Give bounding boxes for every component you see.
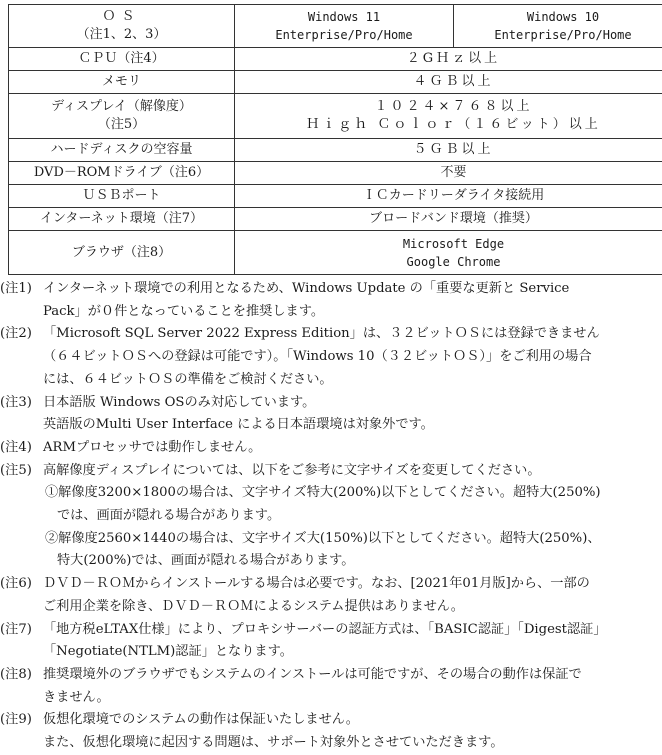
browser-chrome: Google Chrome: [239, 253, 662, 271]
os-windows11-name: Windows 11: [239, 8, 449, 26]
note-text: 英語版のMulti User Interface による日本語環境は対象外です。: [43, 414, 662, 437]
note-text: インターネット環境での利用となるため、Windows Update の「重要な更新と Service: [43, 278, 662, 301]
browser-value-cell: [235, 231, 662, 275]
note-text: 高解像度ディスプレイについては、以下をご参考に文字サイズを変更してください。: [43, 460, 662, 483]
table-row: [9, 208, 662, 231]
memory-value: ４ＧＢ以上: [235, 71, 662, 94]
note-text: ①解像度3200×1800の場合は、文字サイズ特大(200%)以下としてください。超特大(250%): [43, 482, 662, 505]
note-tag: (注8): [0, 664, 32, 687]
table-row: [9, 162, 662, 185]
display-label: ディスプレイ（解像度）: [13, 98, 230, 116]
note-tag: (注9): [0, 709, 32, 732]
note-text: ②解像度2560×1440の場合は、文字サイズ大(150%)以下としてください。超特大(250%)、: [43, 528, 662, 551]
note-tag: (注6): [0, 573, 32, 596]
dvd-value: 不要: [235, 162, 662, 185]
table-row: [9, 185, 662, 208]
table-row: [9, 71, 662, 94]
os-windows10-cell: [454, 5, 662, 48]
internet-label: インターネット環境（注7）: [9, 208, 235, 231]
note-text: 「地方税eLTAX仕様」により、プロキシサーバーの認証方式は、「BASIC認証」「Digest認証」: [43, 619, 662, 642]
cpu-label: ＣＰＵ（注4）: [9, 48, 235, 71]
note-text: 特大(200%)では、画面が隠れる場合があります。: [43, 550, 662, 573]
note-1: [0, 278, 662, 323]
note-tag: (注1): [0, 278, 32, 301]
note-tag: (注5): [0, 460, 32, 483]
note-text: きません。: [43, 687, 662, 710]
note-text: 日本語版 Windows OSのみ対応しています。: [43, 392, 662, 415]
note-6: [0, 573, 662, 618]
note-text: また、仮想化環境に起因する問題は、サポート対象外とさせていただきます。: [43, 732, 662, 755]
note-text: ＤＶＤ－ＲＯＭからインストールする場合は必要です。なお、[2021年01月版]から、一部の: [43, 573, 662, 596]
note-2: [0, 323, 662, 391]
table-row: [9, 94, 662, 139]
memory-label: メモリ: [9, 71, 235, 94]
note-text: （６４ビットＯＳへの登録は可能です）。「Windows 10（３２ビットＯＳ）」をご利用の場合: [43, 346, 662, 369]
note-tag: (注7): [0, 619, 32, 642]
note-tag: (注2): [0, 323, 32, 346]
note-text: ARMプロセッサでは動作しません。: [43, 437, 662, 460]
table-row: [9, 5, 662, 48]
usb-value: ＩＣカードリーダライタ接続用: [235, 185, 662, 208]
note-text: 「Microsoft SQL Server 2022 Express Edition」は、３２ビットＯＳには登録できません: [43, 323, 662, 346]
note-text: Pack」が０件となっていることを推奨します。: [43, 301, 662, 324]
note-8: [0, 664, 662, 709]
note-text: 推奨環境外のブラウザでもシステムのインストールは可能ですが、その場合の動作は保証で: [43, 664, 662, 687]
os-label-note: （注1、2、3）: [13, 26, 230, 44]
note-3: [0, 392, 662, 437]
browser-edge: Microsoft Edge: [239, 235, 662, 253]
os-label: ＯＳ: [13, 8, 230, 26]
note-7: [0, 619, 662, 664]
note-tag: (注3): [0, 392, 32, 415]
disk-label: ハードディスクの空容量: [9, 139, 235, 162]
display-resolution: １０２４×７６８以上: [239, 98, 662, 116]
note-9: [0, 709, 662, 754]
notes-section: [0, 278, 662, 755]
disk-value: ５ＧＢ以上: [235, 139, 662, 162]
note-text: では、画面が隠れる場合があります。: [43, 505, 662, 528]
table-row: [9, 48, 662, 71]
dvd-label: DVD－ROMドライブ（注6）: [9, 162, 235, 185]
os-windows11-editions: Enterprise/Pro/Home: [239, 26, 449, 44]
internet-value: ブロードバンド環境（推奨）: [235, 208, 662, 231]
os-windows10-editions: Enterprise/Pro/Home: [458, 26, 662, 44]
note-text: には、６４ビットＯＳの準備をご検討ください。: [43, 369, 662, 392]
usb-label: ＵＳＢポート: [9, 185, 235, 208]
note-5: [0, 460, 662, 574]
os-label-cell: [9, 5, 235, 48]
table-row: [9, 139, 662, 162]
system-requirements-table: [8, 4, 662, 275]
os-windows10-name: Windows 10: [458, 8, 662, 26]
os-windows11-cell: [235, 5, 454, 48]
browser-label: ブラウザ（注8）: [9, 231, 235, 275]
display-label-cell: [9, 94, 235, 139]
table-row: [9, 231, 662, 275]
display-label-note: （注5）: [13, 116, 230, 134]
note-4: [0, 437, 662, 460]
note-text: ご利用企業を除き、ＤＶＤ－ＲＯＭによるシステム提供はありません。: [43, 596, 662, 619]
display-value-cell: [235, 94, 662, 139]
display-color-depth: Ｈｉｇｈ Ｃｏｌｏｒ（１６ビット）以上: [239, 116, 662, 134]
note-text: 「Negotiate(NTLM)認証」となります。: [43, 641, 662, 664]
note-text: 仮想化環境でのシステムの動作は保証いたしません。: [43, 709, 662, 732]
cpu-value: ２GＨｚ以上: [235, 48, 662, 71]
note-tag: (注4): [0, 437, 32, 460]
